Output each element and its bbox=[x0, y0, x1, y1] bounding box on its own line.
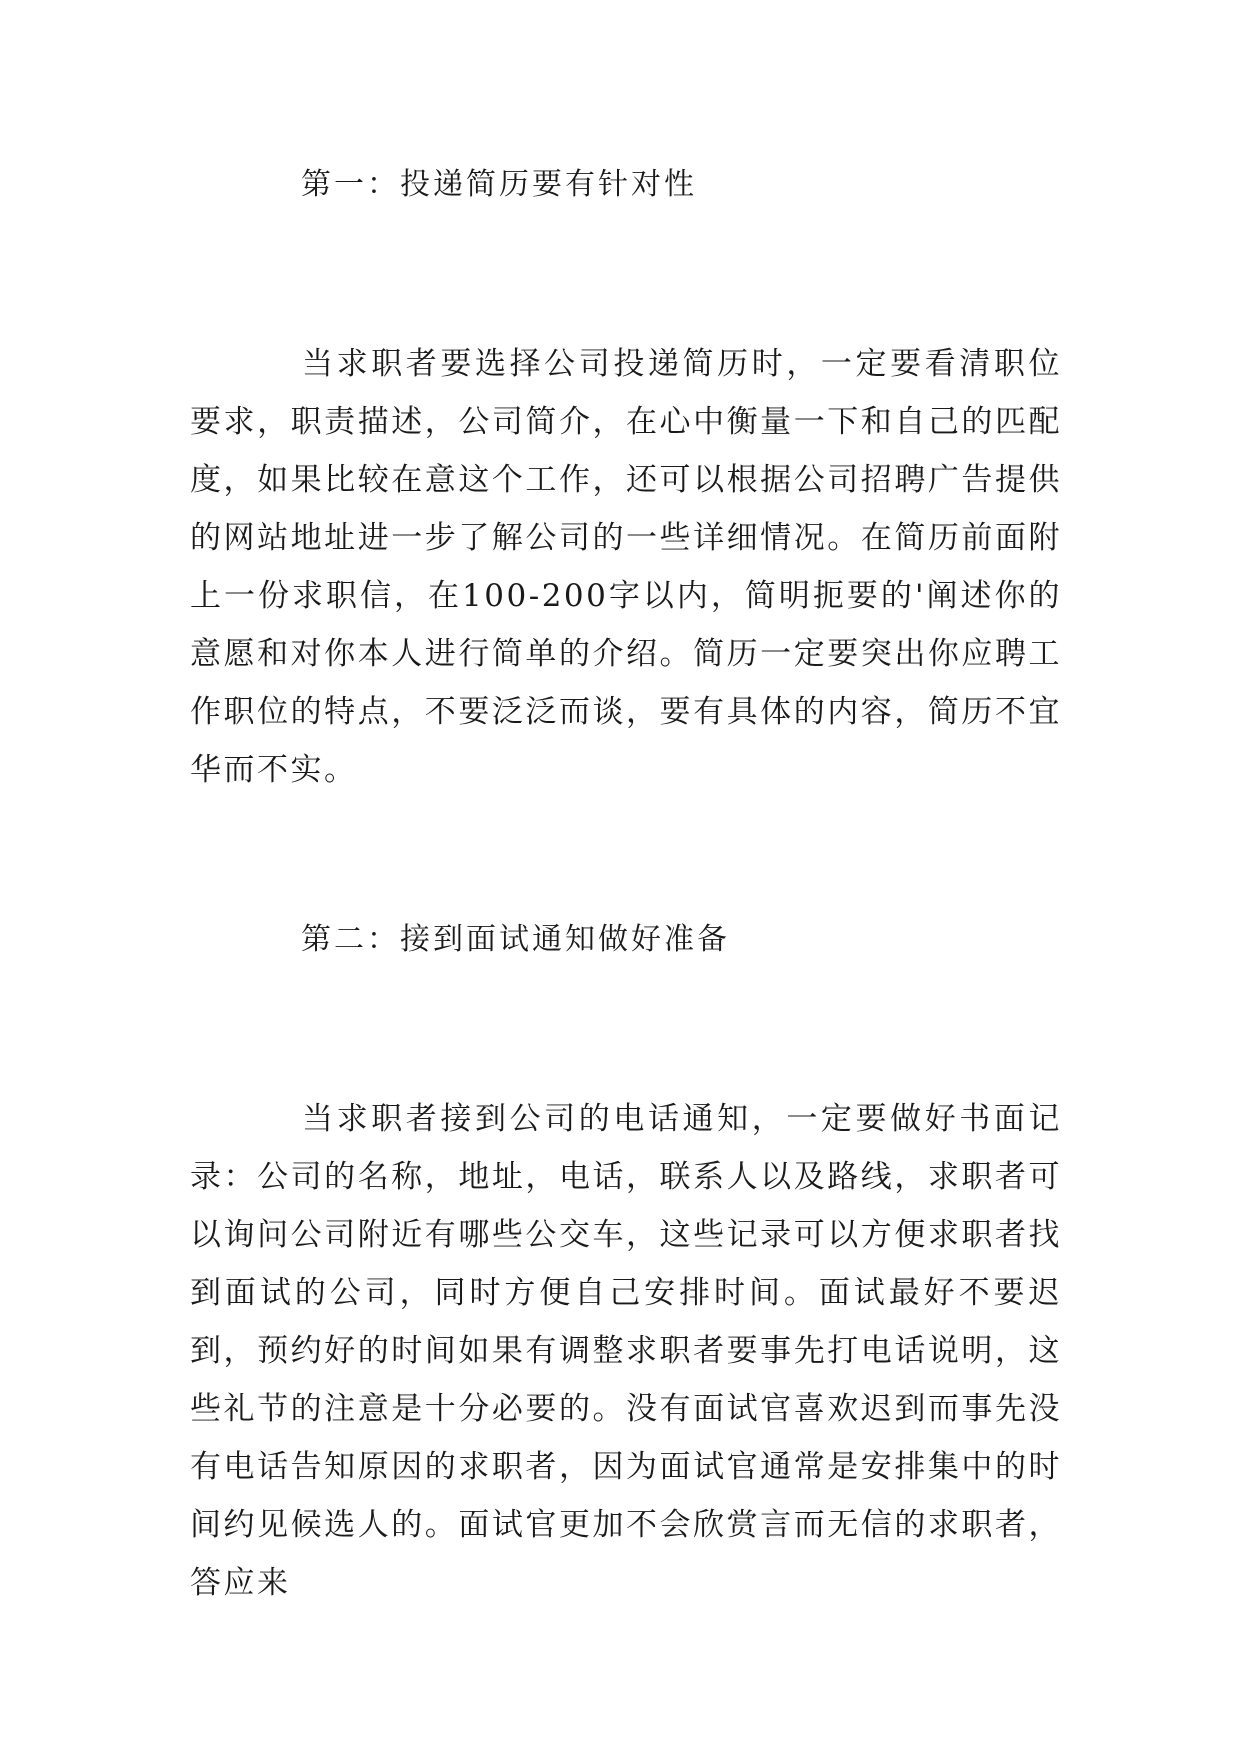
section-paragraph-1: 当求职者要选择公司投递简历时，一定要看清职位要求，职责描述，公司简介，在心中衡量一下和自己的匹配度，如果比较在意这个工作，还可以根据公司招聘广告提供的网站地址进一步了解公司的一些详细情况。在简历前面附上一份求职信，在100-200字以内，简明扼要的'阐述你的意愿和对你本人进行简单的介绍。简历一定要突出你应聘工作职位的特点，不要泛泛而谈，要有具体的内容，简历不宜华而不实。 bbox=[190, 346, 1062, 788]
section-heading-2: 第二：接到面试通知做好准备 bbox=[301, 922, 730, 957]
section-heading-1: 第一：投递简历要有针对性 bbox=[301, 167, 697, 202]
section-paragraph-2: 当求职者接到公司的电话通知，一定要做好书面记录：公司的名称，地址，电话，联系人以及路线，求职者可以询问公司附近有哪些公交车，这些记录可以方便求职者找到面试的公司，同时方便自己安排时间。面试最好不要迟到，预约好的时间如果有调整求职者要事先打电话说明，这些礼节的注意是十分必要的。没有面试官喜欢迟到而事先没有电话告知原因的求职者，因为面试官通常是安排集中的时间约见候选人的。面试官更加不会欣赏言而无信的求职者，答应来 bbox=[190, 1101, 1062, 1601]
